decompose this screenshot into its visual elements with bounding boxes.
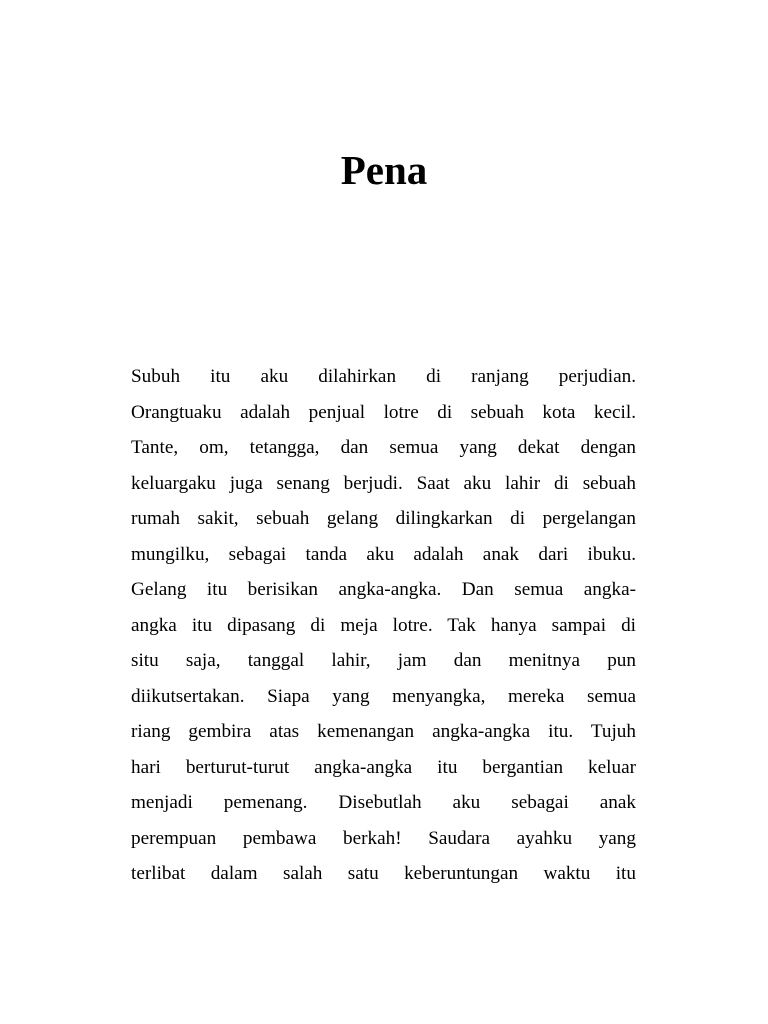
paragraph-line: rumah sakit, sebuah gelang dilingkarkan di pergelangan bbox=[131, 508, 636, 529]
paragraph-line: angka itu dipasang di meja lotre. Tak hanya sampai di bbox=[131, 614, 636, 636]
paragraph-line: Orangtuaku adalah penjual lotre di sebuah kota kecil. bbox=[131, 401, 636, 423]
paragraph-line: Tante, om, tetangga, dan semua yang dekat dengan bbox=[131, 437, 636, 458]
document-title: Pena bbox=[340, 147, 428, 193]
paragraph-line: Subuh itu aku dilahirkan di ranjang perjudian. bbox=[131, 366, 636, 387]
paragraph-line: situ saja, tanggal lahir, jam dan menitnya pun bbox=[131, 650, 636, 671]
paragraph-line: menjadi pemenang. Disebutlah aku sebagai anak bbox=[131, 792, 636, 813]
body-paragraph bbox=[131, 359, 636, 892]
paragraph-line: terlibat dalam salah satu keberuntungan waktu itu bbox=[131, 863, 636, 884]
paragraph-line: mungilku, sebagai tanda aku adalah anak dari ibuku. bbox=[131, 543, 636, 565]
paragraph-line: riang gembira atas kemenangan angka-angka itu. Tujuh bbox=[131, 721, 636, 742]
paragraph-line: Gelang itu berisikan angka-angka. Dan semua angka- bbox=[131, 579, 636, 600]
paragraph-line: perempuan pembawa berkah! Saudara ayahku yang bbox=[131, 827, 636, 849]
paragraph-line: keluargaku juga senang berjudi. Saat aku lahir di sebuah bbox=[131, 472, 636, 494]
paragraph-line: hari berturut-turut angka-angka itu bergantian keluar bbox=[131, 756, 636, 778]
paragraph-line: diikutsertakan. Siapa yang menyangka, mereka semua bbox=[131, 685, 636, 707]
